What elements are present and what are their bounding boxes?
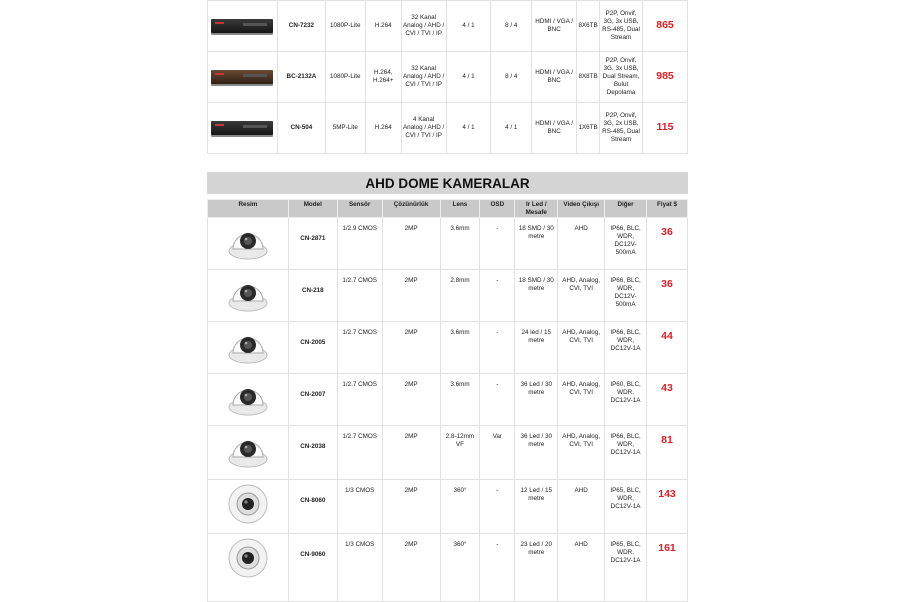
table-row: [208, 374, 688, 426]
dvr-compression: H.264: [365, 1, 401, 52]
camera-sensor: 1/2.7 CMOS: [337, 270, 382, 322]
camera-price: 161: [647, 534, 688, 602]
dvr-alarm: 8 / 4: [491, 1, 532, 52]
dvr-alarm: 8 / 4: [491, 52, 532, 103]
camera-price: 36: [647, 218, 688, 270]
product-image: [208, 322, 289, 374]
dvr-recorder-icon: [211, 70, 273, 84]
table-header-row: [208, 200, 688, 218]
dvr-resolution: 5MP-Lite: [325, 103, 365, 154]
camera-resolution: 2MP: [382, 426, 440, 480]
camera-model: CN-2871: [288, 218, 337, 270]
fisheye-camera-icon: [222, 483, 274, 525]
camera-output: AHD: [558, 218, 605, 270]
product-image: [208, 426, 289, 480]
camera-model: CN-218: [288, 270, 337, 322]
dvr-video: 4 / 1: [446, 103, 491, 154]
dvr-resolution: 1080P-Lite: [325, 52, 365, 103]
camera-osd: -: [480, 534, 515, 602]
camera-output: AHD, Analog, CVI, TVI: [558, 322, 605, 374]
camera-lens: 3.6mm: [440, 374, 480, 426]
dome-camera-icon: [222, 377, 274, 419]
camera-ir: 12 Led / 15 metre: [515, 480, 558, 534]
table-row: [208, 270, 688, 322]
dvr-compression: H.264, H.264+: [365, 52, 401, 103]
product-image: [208, 1, 278, 52]
camera-output: AHD, Analog, CVI, TVI: [558, 270, 605, 322]
dvr-channels: 4 Kanal Analog / AHD / CVI / TVI / IP: [401, 103, 446, 154]
product-image: [208, 52, 278, 103]
camera-other: IP65, BLC, WDR, DC12V-1A: [605, 534, 647, 602]
camera-sensor: 1/2.9 CMOS: [337, 218, 382, 270]
dvr-output: HDMI / VGA / BNC: [532, 103, 577, 154]
camera-ir: 36 Led / 30 metre: [515, 426, 558, 480]
camera-other: IP66, BLC, WDR, DC12V-1A: [605, 426, 647, 480]
camera-sensor: 1/2.7 CMOS: [337, 322, 382, 374]
dome-camera-icon: [222, 273, 274, 315]
dome-camera-table: [207, 199, 688, 602]
dvr-video: 4 / 1: [446, 1, 491, 52]
header-price: Fiyat $: [647, 200, 688, 218]
camera-model: CN-9060: [288, 534, 337, 602]
camera-sensor: 1/3 CMOS: [337, 534, 382, 602]
dvr-compression: H.264: [365, 103, 401, 154]
dvr-price: 865: [643, 1, 688, 52]
camera-price: 81: [647, 426, 688, 480]
header-output: Video Çıkışı: [558, 200, 605, 218]
header-other: Diğer: [605, 200, 647, 218]
camera-resolution: 2MP: [382, 218, 440, 270]
table-row: [208, 322, 688, 374]
camera-osd: -: [480, 270, 515, 322]
camera-model: CN-2038: [288, 426, 337, 480]
dome-camera-icon: [222, 429, 274, 471]
dvr-features: P2P, Onvif, 3G, 3x USB, RS-485, Dual Stream: [600, 1, 643, 52]
camera-lens: 2.8-12mm VF: [440, 426, 480, 480]
camera-osd: -: [480, 374, 515, 426]
dvr-output: HDMI / VGA / BNC: [532, 52, 577, 103]
camera-price: 43: [647, 374, 688, 426]
header-resolution: Çözünürlük: [382, 200, 440, 218]
product-image: [208, 374, 289, 426]
camera-resolution: 2MP: [382, 534, 440, 602]
camera-sensor: 1/2.7 CMOS: [337, 426, 382, 480]
camera-other: IP66, BLC, WDR, DC12V-500mA: [605, 270, 647, 322]
camera-sensor: 1/2.7 CMOS: [337, 374, 382, 426]
dome-camera-icon: [222, 221, 274, 263]
dvr-storage: 8X6TB: [577, 1, 600, 52]
camera-other: IP66, BLC, WDR, DC12V-1A: [605, 322, 647, 374]
camera-osd: -: [480, 480, 515, 534]
header-osd: OSD: [480, 200, 515, 218]
camera-model: CN-8060: [288, 480, 337, 534]
dvr-channels: 32 Kanal Analog / AHD / CVI / TVI / IP: [401, 1, 446, 52]
dvr-recorder-icon: [211, 19, 273, 33]
camera-price: 143: [647, 480, 688, 534]
dvr-video: 4 / 1: [446, 52, 491, 103]
dvr-table: [207, 0, 688, 154]
dvr-price: 115: [643, 103, 688, 154]
table-row: [208, 1, 688, 52]
camera-output: AHD, Analog, CVI, TVI: [558, 426, 605, 480]
camera-other: IP66, BLC, WDR, DC12V-500mA: [605, 218, 647, 270]
dvr-model: CN-504: [277, 103, 325, 154]
camera-ir: 18 SMD / 30 metre: [515, 218, 558, 270]
dvr-recorder-icon: [211, 121, 273, 135]
dvr-channels: 32 Kanal Analog / AHD / CVI / TVI / IP: [401, 52, 446, 103]
camera-lens: 2.8mm: [440, 270, 480, 322]
camera-output: AHD: [558, 480, 605, 534]
dvr-alarm: 4 / 1: [491, 103, 532, 154]
camera-ir: 23 Led / 20 metre: [515, 534, 558, 602]
table-row: [208, 52, 688, 103]
camera-resolution: 2MP: [382, 480, 440, 534]
header-model: Model: [288, 200, 337, 218]
table-row: [208, 426, 688, 480]
camera-model: CN-2005: [288, 322, 337, 374]
camera-lens: 360°: [440, 534, 480, 602]
fisheye-camera-icon: [222, 537, 274, 579]
camera-price: 36: [647, 270, 688, 322]
product-image: [208, 270, 289, 322]
dvr-storage: 1X6TB: [577, 103, 600, 154]
camera-sensor: 1/3 CMOS: [337, 480, 382, 534]
dvr-storage: 8X8TB: [577, 52, 600, 103]
camera-resolution: 2MP: [382, 322, 440, 374]
dvr-model: BC-2132A: [277, 52, 325, 103]
camera-output: AHD, Analog, CVI, TVI: [558, 374, 605, 426]
table-row: [208, 218, 688, 270]
product-image: [208, 103, 278, 154]
camera-model: CN-2007: [288, 374, 337, 426]
dvr-price: 985: [643, 52, 688, 103]
camera-osd: Var: [480, 426, 515, 480]
table-row: [208, 103, 688, 154]
table-row: [208, 534, 688, 602]
dvr-features: P2P, Onvif, 3G, 3x USB, Dual Stream, Bulut Depolama: [600, 52, 643, 103]
product-image: [208, 534, 289, 602]
camera-osd: -: [480, 322, 515, 374]
camera-lens: 360°: [440, 480, 480, 534]
camera-other: IP65, BLC, WDR, DC12V-1A: [605, 480, 647, 534]
dvr-model: CN-7232: [277, 1, 325, 52]
header-image: Resim: [208, 200, 289, 218]
camera-output: AHD: [558, 534, 605, 602]
camera-resolution: 2MP: [382, 270, 440, 322]
dome-camera-icon: [222, 325, 274, 367]
camera-resolution: 2MP: [382, 374, 440, 426]
product-image: [208, 480, 289, 534]
dvr-output: HDMI / VGA / BNC: [532, 1, 577, 52]
camera-other: IP60, BLC, WDR, DC12V-1A: [605, 374, 647, 426]
price-list-page: [207, 0, 688, 600]
product-image: [208, 218, 289, 270]
header-ir: Ir Led / Mesafe: [515, 200, 558, 218]
camera-ir: 24 led / 15 metre: [515, 322, 558, 374]
dvr-resolution: 1080P-Lite: [325, 1, 365, 52]
camera-lens: 3.6mm: [440, 218, 480, 270]
camera-price: 44: [647, 322, 688, 374]
header-sensor: Sensör: [337, 200, 382, 218]
camera-lens: 3.6mm: [440, 322, 480, 374]
table-row: [208, 480, 688, 534]
camera-osd: -: [480, 218, 515, 270]
camera-ir: 36 Led / 30 metre: [515, 374, 558, 426]
dvr-features: P2P, Onvif, 3G, 2x USB, RS-485, Dual Stream: [600, 103, 643, 154]
header-lens: Lens: [440, 200, 480, 218]
section-title: AHD DOME KAMERALAR: [207, 172, 688, 194]
camera-ir: 18 SMD / 30 metre: [515, 270, 558, 322]
